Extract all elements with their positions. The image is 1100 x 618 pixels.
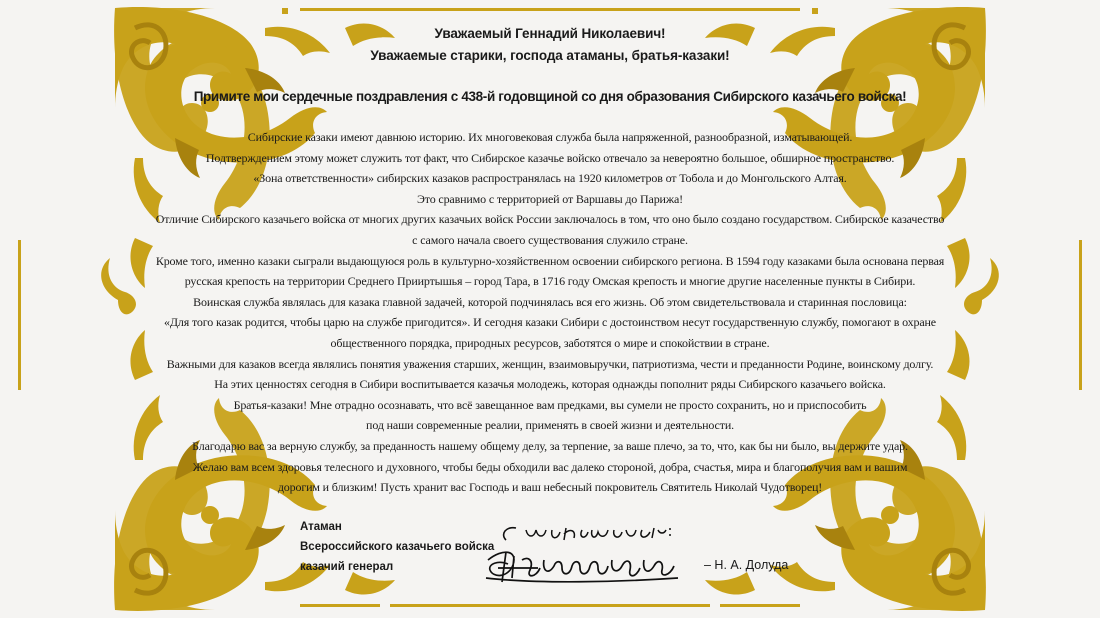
body-line: русская крепость на территории Среднего Прииртышья – город Тара, в 1716 году Омская крепость и многие другие населенные пункты в Сибири. xyxy=(184,274,916,289)
letter-body xyxy=(150,127,950,498)
body-line: под наши современные реалии, применять в своей жизни и деятельности. xyxy=(366,418,734,433)
body-line: Отличие Сибирского казачьего войска от многих других казачьих войск России заключалось в том, что оно было создано государством. Сибирское казачество xyxy=(155,212,945,227)
top-border-line xyxy=(300,8,800,11)
body-line: Это сравнимо с территорией от Варшавы до Парижа! xyxy=(417,191,683,206)
body-line: Кроме того, именно казаки сыграли выдающуюся роль в культурно-хозяйственном освоении сибирского региона. В 1594 году казаками была основана первая xyxy=(155,253,945,268)
ornament-left-flourish xyxy=(101,258,136,314)
body-line: общественного порядка, природных ресурсов, заботятся о мире и спокойствии в стране. xyxy=(330,335,770,350)
body-line: Важными для казаков всегда являлись понятия уважения старших, женщин, взаимовыручки, патриотизма, чести и преданности Родине, воинскому долгу. xyxy=(166,356,934,371)
greeting-line-2: Уважаемые старики, господа атаманы, братья-казаки! xyxy=(370,48,730,63)
signatory-line-3: казачий генерал xyxy=(300,561,394,573)
signatory-line-1: Атаман xyxy=(300,521,342,533)
body-line: дорогим и близким! Пусть хранит вас Господь и ваш небесный покровитель Святитель Николай Чудотворец! xyxy=(277,480,823,495)
greeting-line-1: Уважаемый Геннадий Николаевич! xyxy=(434,26,666,41)
congratulation-heading: Примите мои сердечные поздравления с 438-й годовщиной со дня образования Сибирского казачьего войска! xyxy=(193,89,907,104)
body-line: с самого начала своего существования служило стране. xyxy=(412,232,688,247)
body-line: На этих ценностях сегодня в Сибири воспитывается казачья молодежь, которая однажды пополнит ряды Сибирского казачьего войска. xyxy=(214,377,886,392)
left-border-line xyxy=(18,240,21,390)
body-line: Сибирские казаки имеют давнюю историю. Их многовековая служба была напряженной, разнообразной, изматывающей. xyxy=(247,130,853,144)
body-line: Братья-казаки! Мне отрадно осознавать, что всё завещанное вам предками, вы сумели не просто сохранить, но и приспособить xyxy=(233,397,867,412)
handwritten-signature xyxy=(478,520,693,590)
signatory-line-2: Всероссийского казачьего войска xyxy=(300,541,495,553)
bottom-border-line xyxy=(390,604,710,607)
signatory-title xyxy=(300,517,494,577)
body-line: Воинская служба являлась для казака главной задачей, которой подчинялась вся его жизнь. Об этом свидетельствовала и старинная пословица: xyxy=(193,294,907,309)
body-line: Благодарю вас за верную службу, за преданность нашему общему делу, за терпение, за ваше плечо, за то, что, как бы ни было, вы держите удар. xyxy=(192,438,908,453)
ornament-right-flourish xyxy=(964,258,999,314)
signatory-name: – Н. А. Долуда xyxy=(704,558,789,572)
right-border-line xyxy=(1079,240,1082,390)
body-line: Желаю вам всем здоровья телесного и духовного, чтобы беды обходили вас далеко стороной, добра, счастья, мира и благополучия вам и вашим xyxy=(192,459,908,474)
body-line: Подтверждением этому может служить тот факт, что Сибирское казачье войско отвечало за невероятно большое, обширное пространство. xyxy=(205,150,895,165)
body-line: «Зона ответственности» сибирских казаков распространялась на 1920 километров от Тобола и до Монгольского Алтая. xyxy=(253,171,847,186)
body-line: «Для того казак родится, чтобы царю на службе пригодится». И сегодня казаки Сибири с достоинством несут государственную службу, помогают в охране xyxy=(164,315,936,330)
